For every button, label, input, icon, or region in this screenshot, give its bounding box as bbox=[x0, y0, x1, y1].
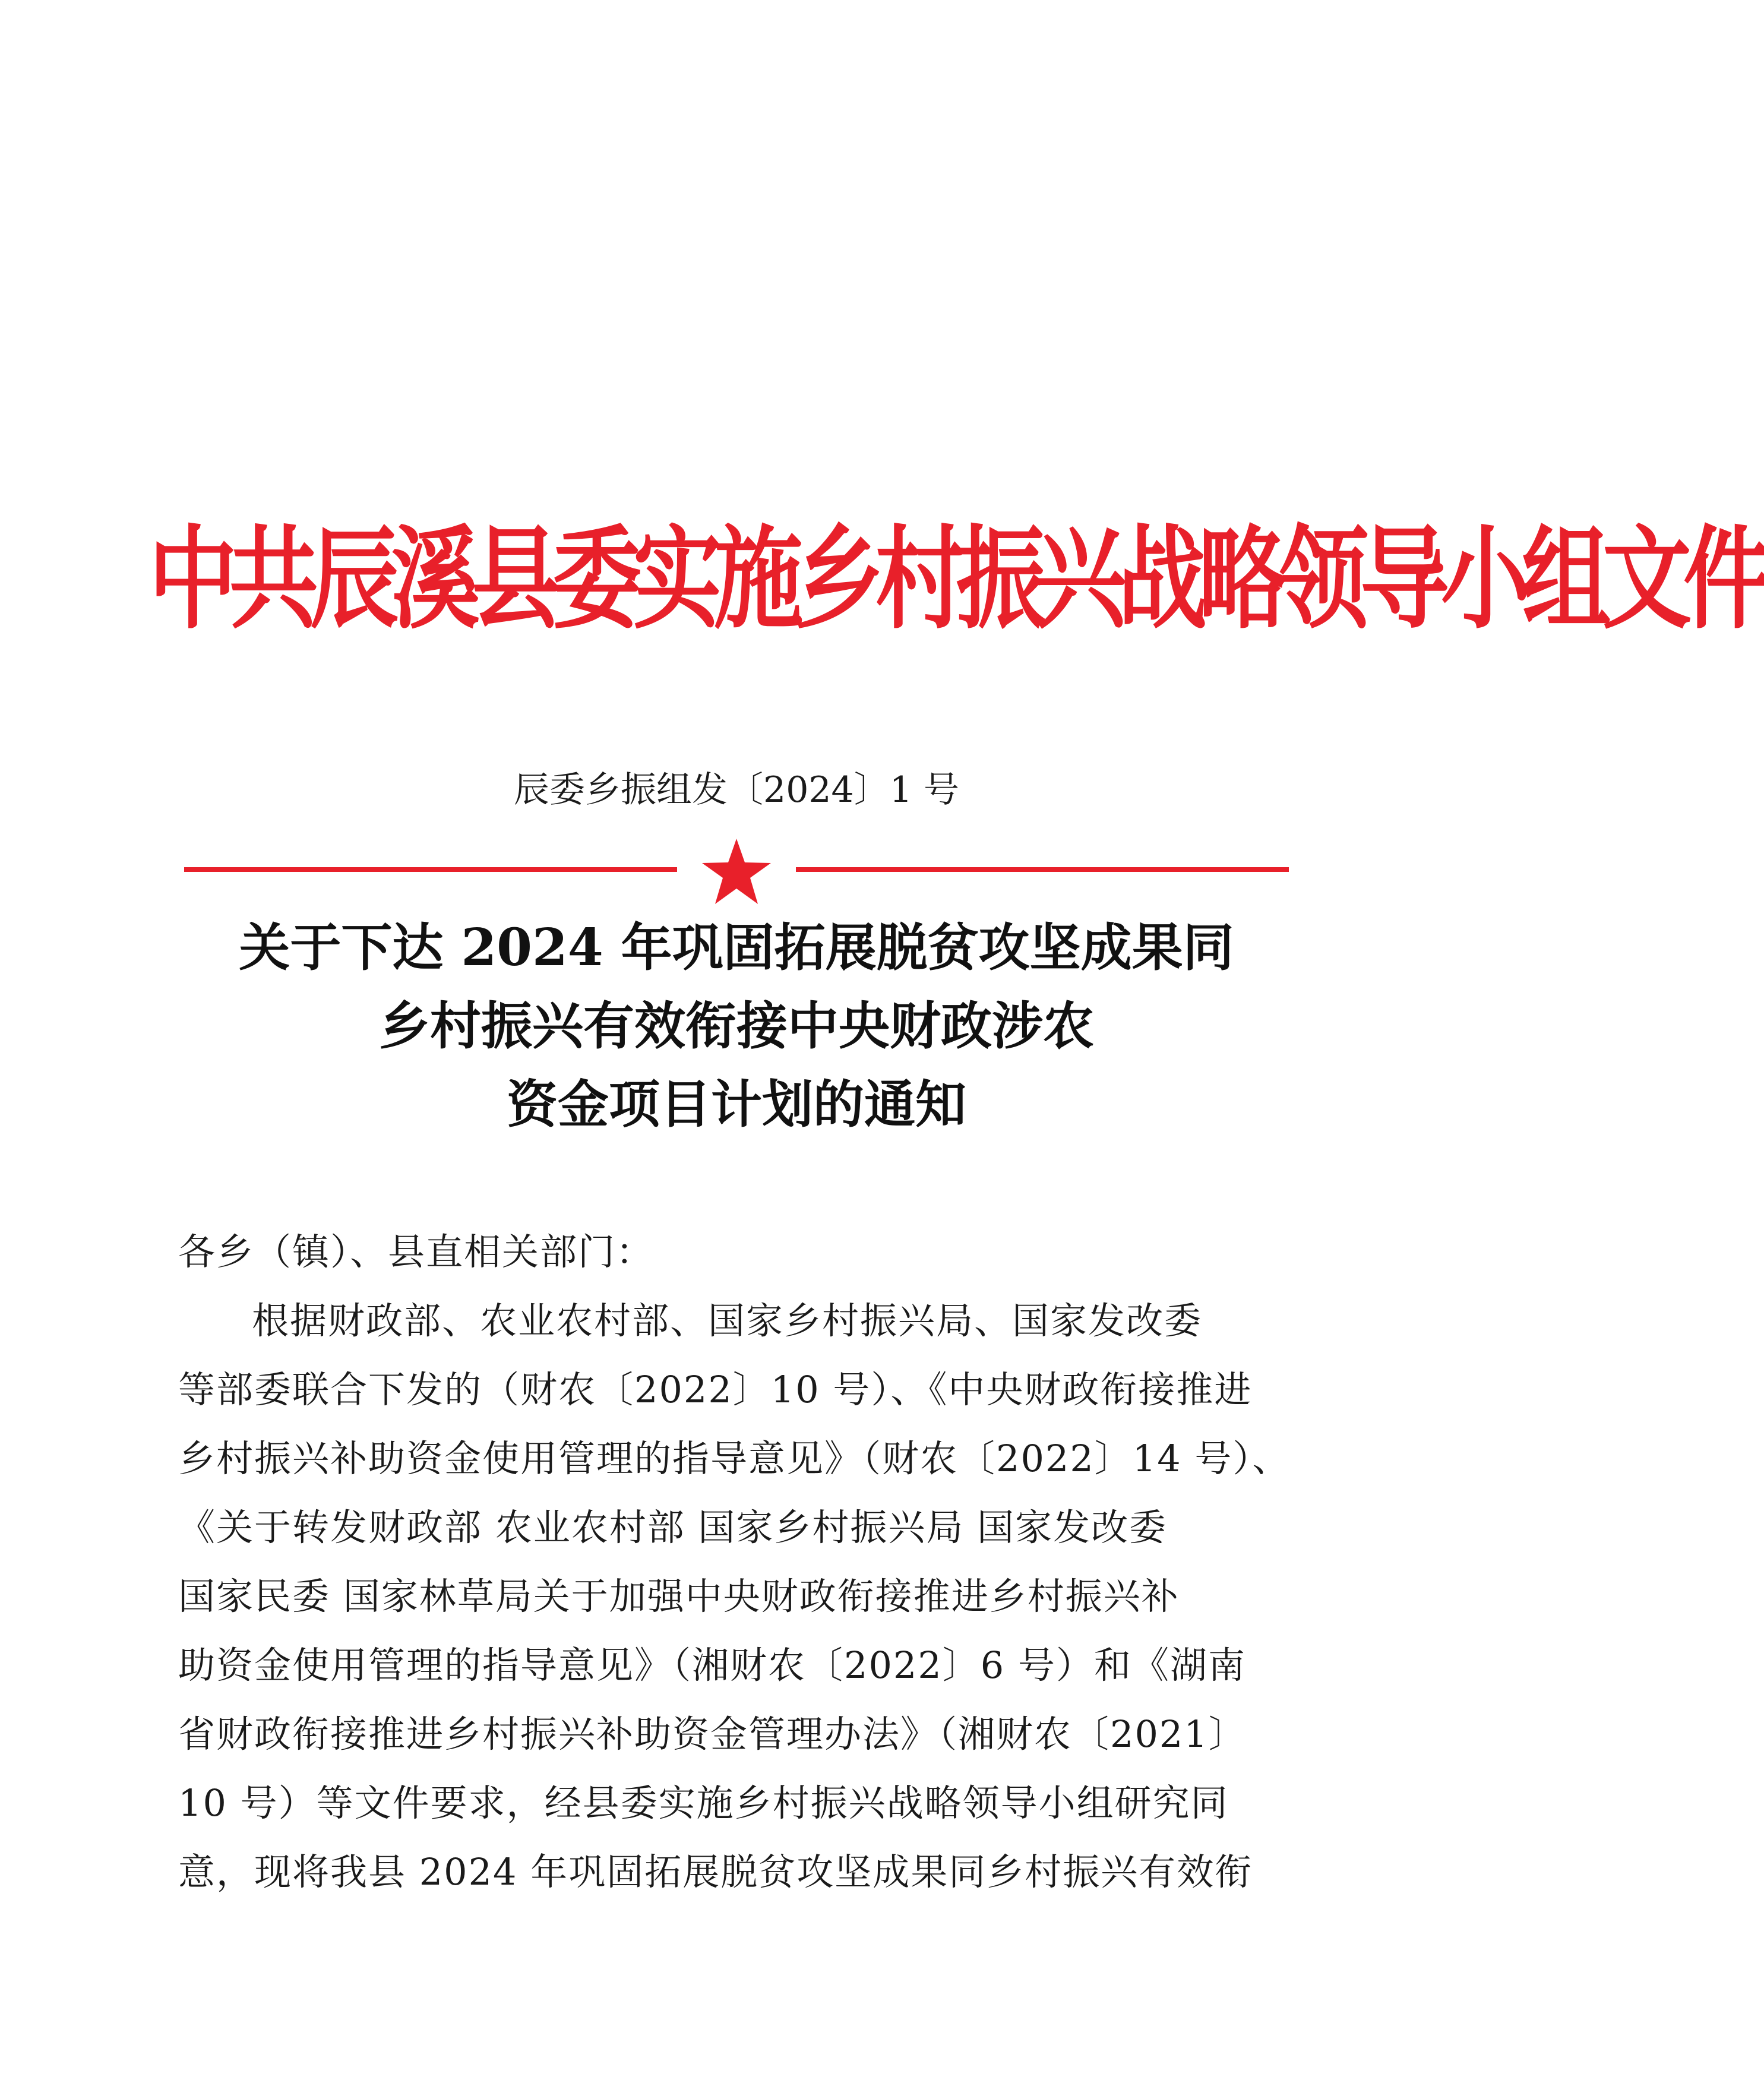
document-number: 辰委乡振组发〔2024〕1 号 bbox=[514, 769, 959, 811]
title-line: 乡村振兴有效衔接中央财政涉农 bbox=[379, 996, 1094, 1056]
body-line: 省财政衔接推进乡村振兴补助资金管理办法》（湘财农〔2021〕 bbox=[178, 1712, 1247, 1756]
title-line: 关于下达 2024 年巩固拓展脱贫攻坚成果同 bbox=[239, 918, 1234, 978]
red-star-icon bbox=[701, 839, 772, 905]
body-line: 助资金使用管理的指导意见》（湘财农〔2022〕6 号）和《湖南 bbox=[178, 1643, 1246, 1687]
body-line: 根据财政部、农业农村部、国家乡村振兴局、国家发改委 bbox=[252, 1299, 1203, 1342]
salutation: 各乡（镇）、县直相关部门： bbox=[178, 1230, 655, 1273]
body-line: 国家民委 国家林草局关于加强中央财政衔接推进乡村振兴补 bbox=[178, 1575, 1180, 1618]
red-rule-left bbox=[184, 867, 677, 872]
body-line: 意，现将我县 2024 年巩固拓展脱贫攻坚成果同乡村振兴有效衔 bbox=[178, 1850, 1253, 1894]
body-line: 《关于转发财政部 农业农村部 国家乡村振兴局 国家发改委 bbox=[178, 1506, 1168, 1549]
body-line: 10 号）等文件要求，经县委实施乡村振兴战略领导小组研究同 bbox=[178, 1781, 1229, 1825]
body-line: 等部委联合下发的（财农〔2022〕10 号）、《中央财政衔接推进 bbox=[178, 1368, 1253, 1411]
document-title bbox=[154, 909, 1319, 1144]
red-rule-right bbox=[796, 867, 1289, 872]
document-body bbox=[178, 1218, 1291, 1907]
title-line: 资金项目计划的通知 bbox=[507, 1074, 966, 1134]
document-issuer-header: 中共辰溪县委实施乡村振兴战略领导小组文件 bbox=[148, 514, 1764, 644]
body-line: 乡村振兴补助资金使用管理的指导意见》（财农〔2022〕14 号）、 bbox=[178, 1437, 1291, 1480]
